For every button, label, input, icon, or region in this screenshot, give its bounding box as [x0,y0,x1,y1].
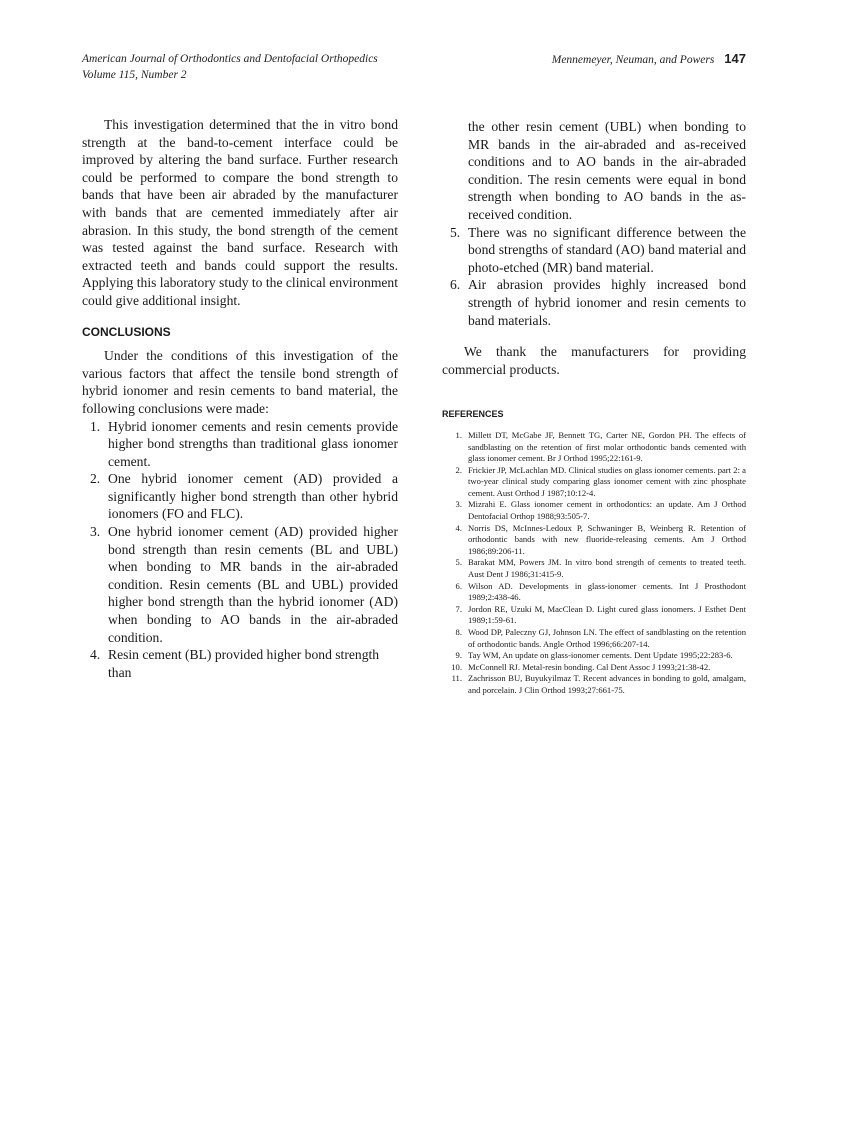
ref-number: 4. [455,522,462,533]
list-item [442,224,746,277]
ref-text: Millett DT, McGabe JF, Bennett TG, Carter NE, Gordon PH. The effects of sandblasting on the retention of first molar orthodontic bands cemented with glass ionomer cement. Br J Orthod 1995;22:161-9. [468,429,746,464]
ref-number: 7. [455,603,462,614]
ref-number: 3. [455,499,462,510]
ref-number: 1. [455,429,462,440]
discussion-paragraph: This investigation determined that the in vitro bond strength at the band-to-cement interface could be improved by altering the band surface. Further research could be performed to compare the bond strength to bands that have been air abraded by the manufacturer with bands that are cemented immediately after air abrasion. In this study, the bond strength of the cement was tested against the band surface. Research with extracted teeth and bands could support the results. Applying this laboratory study to the clinical environment could give additional insight. [82,117,398,308]
ref-text: Barakat MM, Powers JM. In vitro bond strength of cements to treated teeth. Aust Dent J 1986;31:415-9. [468,557,746,580]
left-column [82,116,398,681]
list-item-continuation: the other resin cement (UBL) when bonding to MR bands in the air-abraded and as-received conditions and to AO bands in the air-abraded condition. The resin cements were equal in bond strength when bonding to AO bands in the as-received condition. [468,119,746,222]
ref-text: Norris DS, McInnes-Ledoux P, Schwaninger B, Weinberg R. Retention of orthodontic bands with new fluoride-releasing cements. Am J Orthod 1986;89:206-11. [468,522,746,556]
reference-item [442,557,746,580]
item-number: 6. [450,277,461,293]
item-text: One hybrid ionomer cement (AD) provided a significantly higher bond strength than other hybrid ionomers (FO and FLC). [108,471,398,522]
reference-item [442,627,746,650]
authors: Mennemeyer, Neuman, and Powers [551,54,715,66]
ref-text: Jordon RE, Uzuki M, MacClean D. Light cured glass ionomers. J Esthet Dent 1989;1:59-61. [468,603,746,626]
ref-text: Wilson AD. Developments in glass-ionomer cements. Int J Prosthodont 1989;2:438-46. [468,580,746,603]
list-item [82,523,398,646]
reference-item [442,499,746,522]
ref-number: 9. [455,650,462,661]
reference-item [442,650,746,662]
reference-item [442,523,746,558]
conclusions-list-continued [442,224,746,330]
item-text: One hybrid ionomer cement (AD) provided higher bond strength than resin cements (BL and UBL) when bonding to MR bands in the air-abraded condition. Resin cements (BL and UBL) provided higher bond strength than the hybrid ionomer (AD) when bonding to AO bands in the air-abraded condition. [108,524,398,645]
item-number: 1. [90,418,101,434]
list-item [82,418,398,471]
page-number: 147 [724,51,746,66]
right-column [442,118,746,697]
ref-text: Zachrisson BU, Buyukyilmaz T. Recent advances in bonding to gold, amalgam, and porcelain. J Clin Orthod 1993;27:661-75. [468,673,746,695]
acknowledgment: We thank the manufacturers for providing commercial products. [442,344,746,377]
reference-item [442,673,746,696]
item-number: 5. [450,224,461,240]
ref-number: 8. [455,627,462,637]
item-number: 2. [90,471,101,487]
item-text: Air abrasion provides highly increased bond strength of hybrid ionomer and resin cements to band materials. [468,277,746,328]
ref-text: McConnell RJ. Metal-resin bonding. Cal Dent Assoc J 1993;21:38-42. [468,661,711,672]
ref-number: 11. [451,673,462,684]
conclusions-intro: Under the conditions of this investigation of the various factors that affect the tensile bond strength of hybrid ionomer and resin cements to band material, the following conclusions were made: [82,348,398,416]
ref-number: 6. [455,580,462,591]
reference-item [442,662,746,674]
running-header-left [82,51,378,83]
ref-text: Frickier JP, McLachlan MD. Clinical studies on glass ionomer cements. part 2: a two-year clinical study comparing glass ionomer cement with zinc phosphate cement. Aust Orthod J 1987;10:12-4. [468,464,746,498]
reference-item [442,430,746,465]
list-item [82,646,398,681]
conclusions-heading: CONCLUSIONS [82,324,171,339]
list-item [82,470,398,523]
reference-item [442,604,746,627]
journal-title: American Journal of Orthodontics and Dentofacial Orthopedics [82,53,378,65]
references-heading: REFERENCES [442,409,504,420]
item-number: 3. [90,524,101,540]
running-header-right [552,51,746,68]
ref-number: 5. [455,557,462,568]
ref-text: Mizrahi E. Glass ionomer cement in orthodontics: an update. Am J Orthod Dentofacial Orthop 1988;93:505-7. [468,499,746,522]
conclusions-list [82,418,398,682]
references-list [442,430,746,697]
item-number: 4. [90,647,101,663]
ref-number: 10. [451,661,462,672]
item-text: Hybrid ionomer cements and resin cements provide higher bond strengths than traditional glass ionomer cement. [108,418,398,469]
ref-number: 2. [455,464,462,475]
ref-text: Tay WM, An update on glass-ionomer cements. Dent Update 1995;22:283-6. [468,650,733,661]
journal-volume: Volume 115, Number 2 [82,69,187,81]
item-text: There was no significant difference between the bond strengths of standard (AO) band material and photo-etched (MR) band material. [468,224,746,275]
reference-item [442,465,746,500]
reference-item [442,581,746,604]
item-text: Resin cement (BL) provided higher bond strength than [108,647,380,680]
ref-text: Wood DP, Paleczny GJ, Johnson LN. The effect of sandblasting on the retention of orthodontic bands. Angle Orthod 1996;66:207-14. [468,627,746,649]
list-item [442,276,746,329]
